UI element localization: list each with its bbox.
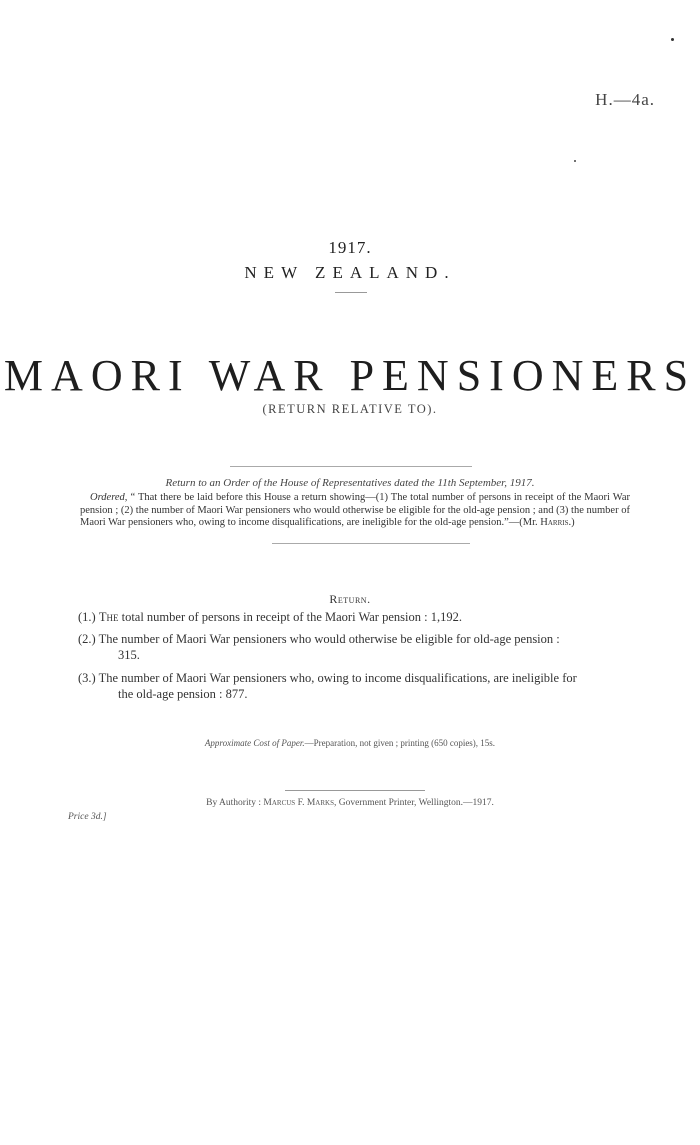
ordered-label: Ordered, bbox=[90, 492, 128, 503]
cost-line bbox=[0, 738, 700, 748]
return-item-2 bbox=[78, 631, 648, 663]
cost-text: —Preparation, not given ; printing (650 copies), 15s. bbox=[304, 738, 496, 748]
subtitle: (RETURN RELATIVE TO). bbox=[262, 402, 438, 416]
item-text-continued: the old-age pension : 877. bbox=[118, 687, 248, 701]
country: NEW ZEALAND. bbox=[244, 263, 456, 282]
order-mover: Harris bbox=[540, 517, 569, 528]
item-number: (2.) bbox=[78, 632, 96, 646]
item-number: (1.) bbox=[78, 610, 96, 624]
imprint bbox=[0, 798, 700, 808]
order-heading: Return to an Order of the House of Representatives dated the 11th September, 1917. bbox=[165, 477, 535, 489]
return-item-3 bbox=[78, 670, 648, 702]
price: Price 3d.] bbox=[68, 812, 107, 822]
item-number: (3.) bbox=[78, 671, 96, 685]
main-title: MAORI WAR PENSIONERS bbox=[3, 351, 697, 400]
item-text: total number of persons in receipt of the Maori War pension : 1,192. bbox=[118, 610, 462, 624]
speck bbox=[574, 160, 576, 162]
speck bbox=[671, 38, 674, 41]
cost-label: Approximate Cost of Paper. bbox=[204, 738, 305, 748]
divider bbox=[272, 543, 470, 544]
item-lead: The bbox=[98, 610, 119, 624]
return-item-1 bbox=[78, 609, 648, 625]
imprint-suffix: , Government Printer, Wellington.—1917. bbox=[333, 798, 494, 808]
item-text: The number of Maori War pensioners who would otherwise be eligible for old-age pension : bbox=[98, 632, 560, 646]
return-heading: Return. bbox=[329, 592, 371, 606]
order-body: “ That there be laid before this House a return showing—(1) The total number of persons in receipt of the Maori War pension ; (2) the number of Maori War pensioners who would otherwise be eligible for the old-age pension ; and (3) the number of Maori War pensioners who, owing to income disqualifications, are ineligible for the old-age pension.”—(Mr. bbox=[80, 492, 630, 528]
year: 1917. bbox=[328, 238, 372, 257]
document-code: H.—4a. bbox=[595, 90, 655, 109]
divider bbox=[285, 790, 425, 791]
divider bbox=[230, 466, 472, 467]
item-text-continued: 315. bbox=[118, 648, 140, 662]
order-text bbox=[80, 492, 630, 530]
item-text: The number of Maori War pensioners who, owing to income disqualifications, are ineligible for bbox=[98, 671, 577, 685]
divider bbox=[335, 292, 367, 293]
order-closing: .) bbox=[568, 517, 575, 528]
imprint-prefix: By Authority : bbox=[206, 798, 262, 808]
imprint-printer: Marcus F. Marks bbox=[263, 798, 334, 808]
